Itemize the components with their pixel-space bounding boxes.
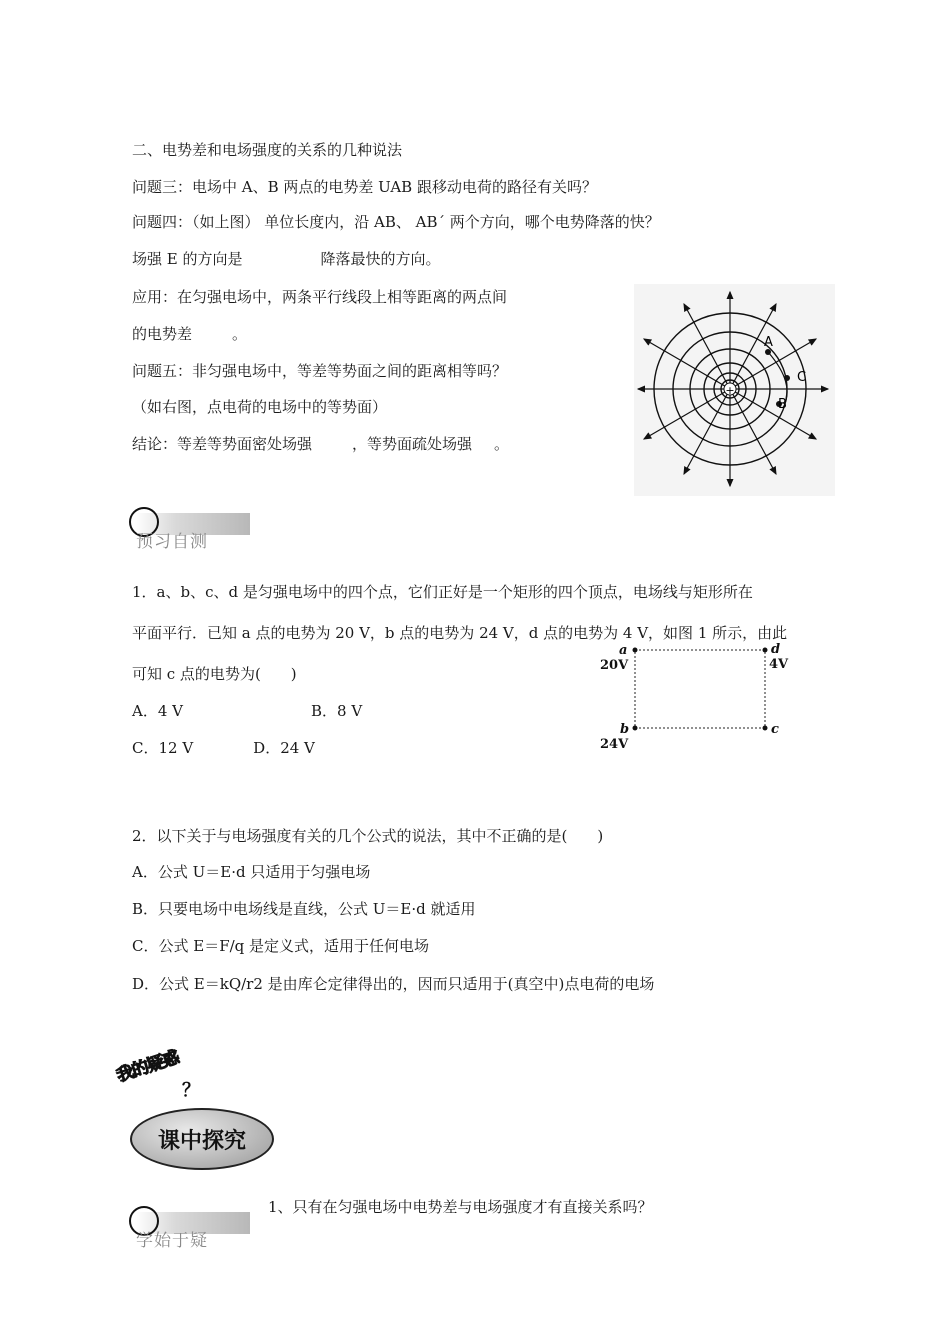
problem-2-option-c: C．公式 E＝F/q 是定义式，适用于任何电场 — [132, 937, 430, 955]
question-4: 问题四：（如上图） 单位长度内，沿 AB、 AB´ 两个方向，哪个电势降落的快？ — [132, 213, 660, 231]
point-c-label: C — [797, 370, 807, 385]
question-3: 问题三：电场中 A、B 两点的电势差 UAB 跟移动电荷的路径有关吗？ — [132, 178, 597, 196]
study-badge-label: 学始于疑 — [136, 1231, 208, 1251]
field-direction-text-b: 降落最快的方向。 — [320, 250, 441, 268]
application-line-1: 应用：在匀强电场中，两条平行线段上相等距离的两点间 — [132, 288, 508, 306]
problem-1-option-b: B．8 V — [310, 702, 363, 720]
preview-badge-label: 预习自测 — [136, 532, 208, 552]
problem-2-stem: 2．以下关于与电场强度有关的几个公式的说法，其中不正确的是( ) — [132, 827, 604, 845]
in-class-exploration-label: 课中探究 — [157, 1128, 246, 1154]
field-direction-text-a: 场强 E 的方向是 — [132, 250, 243, 268]
problem-1-line-2: 平面平行．已知 a 点的电势为 20 V，b 点的电势为 24 V，d 点的电势为 4 V，如图 1 所示，由此 — [132, 624, 788, 642]
conclusion-text-a: 结论：等差等势面密处场强 — [132, 435, 313, 453]
problem-1-options-ab — [132, 701, 362, 721]
conclusion-text-c: 。 — [494, 435, 510, 453]
doubt-wordart: 我的疑惑 — [114, 1047, 182, 1087]
vertex-b-label: b — [620, 722, 630, 737]
point-b-label: B — [778, 397, 787, 412]
question-5: 问题五：非匀强电场中，等差等势面之间的距离相等吗？ — [132, 362, 508, 380]
problem-1-option-c: C．12 V — [132, 739, 194, 757]
question-5-note: （如右图，点电荷的电场中的等势面） — [132, 398, 388, 416]
vertex-a-potential: 20V — [600, 658, 629, 673]
application-line-2 — [132, 324, 247, 344]
problem-1-option-a: A．4 V — [132, 702, 183, 720]
problem-1-line-3: 可知 c 点的电势为( ) — [132, 665, 297, 683]
point-charge-field-figure — [634, 284, 835, 496]
vertex-d-potential: 4V — [769, 657, 789, 672]
problem-2-option-b: B．只要电场中电场线是直线，公式 U＝E·d 就适用 — [132, 900, 476, 918]
rectangle-figure — [595, 640, 795, 756]
conclusion-line — [132, 434, 509, 454]
point-a-label: A — [764, 335, 773, 350]
center-charge-sign: + — [725, 384, 735, 397]
vertex-c-label: c — [771, 722, 779, 737]
problem-1-line-1: 1．a、b、c、d 是匀强电场中的四个点，它们正好是一个矩形的四个顶点，电场线与矩形所在 — [132, 583, 753, 601]
problem-1-option-d: D．24 V — [253, 739, 315, 757]
problem-2-option-d: D．公式 E＝kQ/r2 是由库仑定律得出的，因而只适用于(真空中)点电荷的电场 — [132, 975, 655, 993]
application-text-a: 的电势差 — [132, 325, 193, 343]
in-class-exploration-title — [130, 1108, 274, 1170]
field-direction-line — [132, 249, 441, 269]
exploration-question-1: 1、只有在匀强电场中电势差与电场强度才有直接关系吗？ — [268, 1198, 653, 1216]
application-text-b: 。 — [232, 325, 248, 343]
problem-1-options-cd — [132, 738, 315, 758]
doubt-question-mark: ？ — [182, 1080, 200, 1101]
problem-2-option-a: A．公式 U＝E·d 只适用于匀强电场 — [132, 863, 371, 881]
vertex-b-potential: 24V — [600, 737, 629, 752]
section-heading: 二、电势差和电场强度的关系的几种说法 — [132, 141, 403, 159]
vertex-d-label: d — [771, 642, 781, 657]
vertex-a-label: a — [619, 643, 628, 658]
conclusion-text-b: ，等势面疏处场强 — [352, 435, 473, 453]
